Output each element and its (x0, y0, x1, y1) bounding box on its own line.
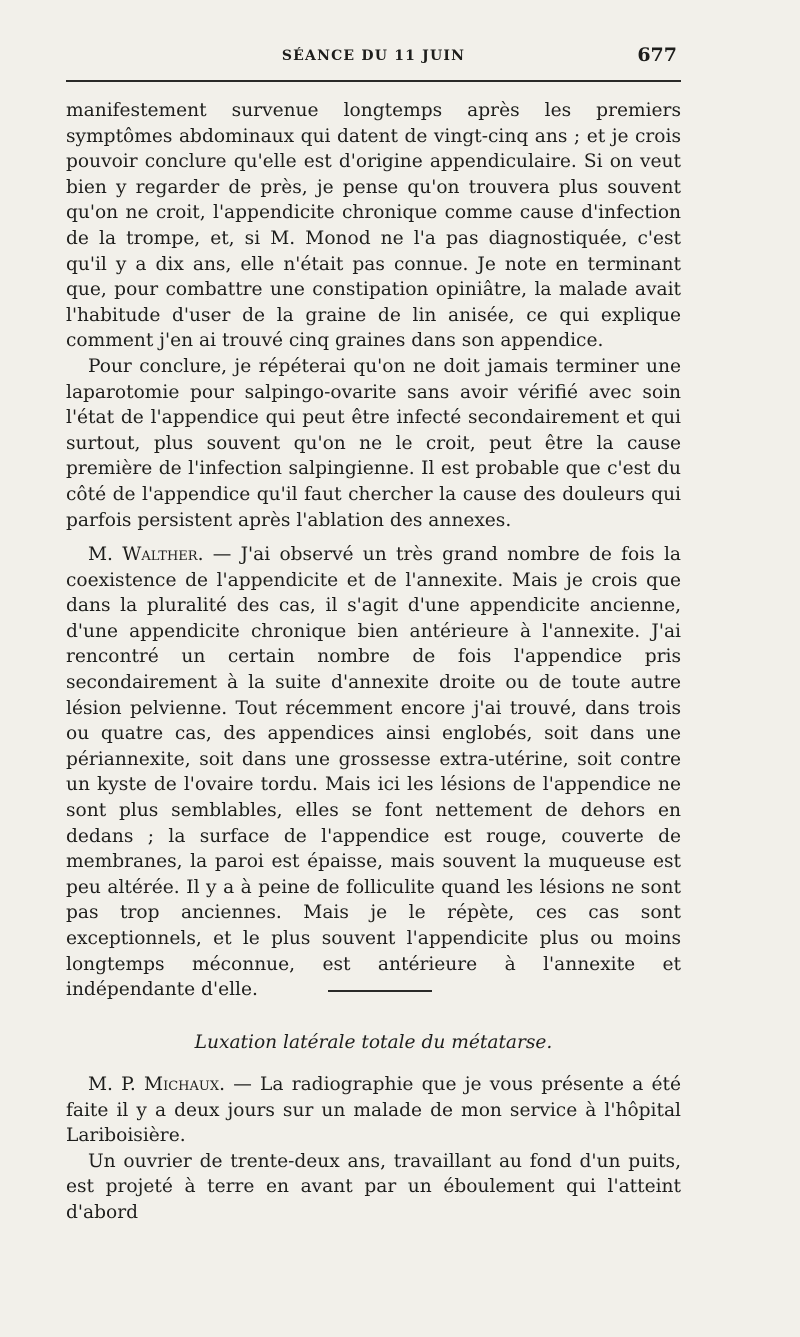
paragraph-case: Un ouvrier de trente-deux ans, travaillant au fond d'un puits, est projeté à terre en avant par un éboulement qui l'atteint d'abord (66, 1150, 681, 1223)
running-title: SÉANCE DU 11 JUIN (281, 48, 466, 64)
body-text-walther (66, 542, 681, 1003)
section-title: Luxation latérale totale du métatarse. (194, 1032, 553, 1053)
body-text-michaux (66, 1072, 681, 1226)
book-page (66, 0, 681, 1337)
paragraph-text: — La radiographie que je vous présente a été faite il y a deux jours sur un malade de mon service à l'hôpital Lariboisière. (66, 1074, 681, 1147)
running-header (66, 44, 681, 70)
paragraph-conclusion: Pour conclure, je répéterai qu'on ne doit jamais terminer une laparotomie pour salpingo-ovarite sans avoir vérifié avec soin l'état de l'appendice qui peut être infecté secondairement et qui surtout, plus souvent qu'on ne le croit, peut être la cause première de l'infection salpingienne. Il est probable que c'est du côté de l'appendice qu'il faut chercher la cause des douleurs qui parfois persistent après l'ablation des annexes. (66, 355, 681, 531)
paragraph-walther (66, 542, 681, 1003)
body-text-top (66, 98, 681, 533)
speaker-name: M. P. Michaux. (88, 1074, 226, 1095)
header-rule (66, 80, 681, 82)
paragraph-michaux (66, 1072, 681, 1149)
paragraph-continuation: manifestement survenue longtemps après les premiers symptômes abdominaux qui datent de vingt-cinq ans ; et je crois pouvoir conclure qu'elle est d'origine appendiculaire. Si on veut bien y regarder de près, je pense qu'on trouvera plus souvent qu'on ne croit, l'appendicite chronique comme cause d'infection de la trompe, et, si M. Monod ne l'a pas diagnostiquée, c'est qu'il y a dix ans, elle n'était pas connue. Je note en terminant que, pour combattre une constipation opiniâtre, la malade avait l'habitude d'user de la graine de lin anisée, ce qui explique comment j'en ai trouvé cinq graines dans son appendice. (66, 100, 681, 352)
speaker-name: M. Walther. (88, 544, 204, 565)
section-divider (328, 990, 432, 992)
page-number: 677 (637, 44, 677, 66)
paragraph-text: — J'ai observé un très grand nombre de fois la coexistence de l'appendicite et de l'annexite. Mais je crois que dans la pluralité des cas, il s'agit d'une appendicite ancienne, d'une appendicite chronique bien antérieure à l'annexite. J'ai rencontré un certain nombre de fois l'appendice pris secondairement à la suite d'annexite droite ou de toute autre lésion pelvienne. Tout récemment encore j'ai trouvé, dans trois ou quatre cas, des appendices ainsi englobés, soit dans une périannexite, soit dans une grossesse extra-utérine, soit contre un kyste de l'ovaire tordu. Mais ici les lésions de l'appendice ne sont plus semblables, elles se font nettement de dehors en dedans ; la surface de l'appendice est rouge, couverte de membranes, la paroi est épaisse, mais souvent la muqueuse est peu altérée. Il y a à peine de folliculite quand les lésions ne sont pas trop anciennes. Mais je le répète, ces cas sont exceptionnels, et le plus souvent l'appendicite plus ou moins longtemps méconnue, est antérieure à l'annexite et indépendante d'elle. (66, 544, 681, 1001)
